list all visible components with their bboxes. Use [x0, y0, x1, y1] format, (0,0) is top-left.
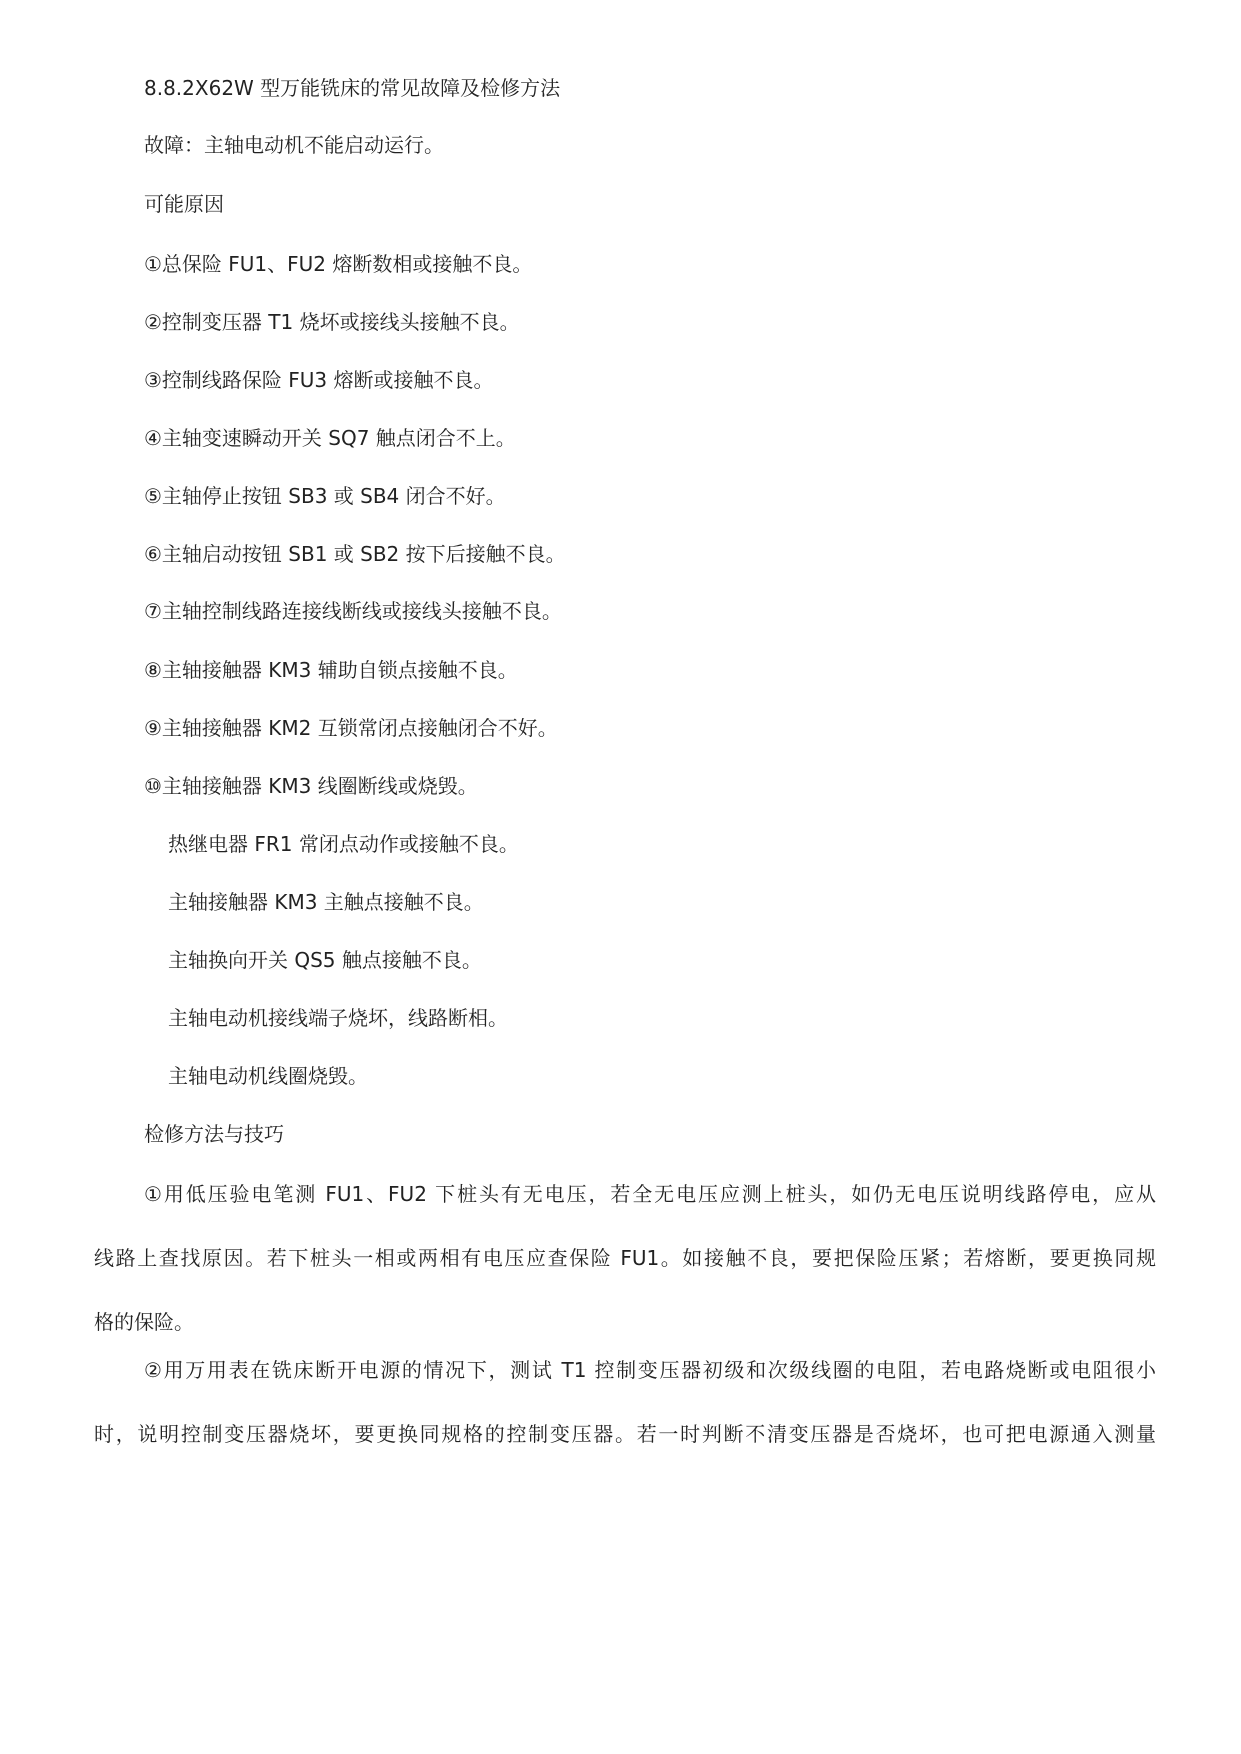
- method-paragraph-2: [94, 1356, 1156, 1484]
- methods-title: 检修方法与技巧: [144, 1122, 284, 1146]
- cause-extra-item: 主轴电动机线圈烧毁。: [168, 1064, 368, 1088]
- cause-extra-item: 主轴换向开关 QS5 触点接触不良。: [168, 948, 482, 972]
- method-paragraph-1: [94, 1180, 1156, 1372]
- paragraph-line: 格的保险。: [94, 1310, 194, 1334]
- cause-item: ⑥主轴启动按钮 SB1 或 SB2 按下后接触不良。: [144, 542, 566, 566]
- cause-item: ⑨主轴接触器 KM2 互锁常闭点接触闭合不好。: [144, 716, 558, 740]
- cause-extra-item: 热继电器 FR1 常闭点动作或接触不良。: [168, 832, 519, 856]
- paragraph-line: ②用万用表在铣床断开电源的情况下，测试 T1 控制变压器初级和次级线圈的电阻，若电路烧断或电阻很小: [144, 1358, 1156, 1382]
- cause-extra-item: 主轴接触器 KM3 主触点接触不良。: [168, 890, 484, 914]
- paragraph-line: 线路上查找原因。若下桩头一相或两相有电压应查保险 FU1。如接触不良，要把保险压紧；若熔断，要更换同规: [94, 1246, 1156, 1270]
- fault-description: 故障：主轴电动机不能启动运行。: [144, 133, 444, 157]
- cause-item: ⑤主轴停止按钮 SB3 或 SB4 闭合不好。: [144, 484, 506, 508]
- cause-item: ③控制线路保险 FU3 熔断或接触不良。: [144, 368, 494, 392]
- cause-item: ⑧主轴接触器 KM3 辅助自锁点接触不良。: [144, 658, 518, 682]
- paragraph-line: ①用低压验电笔测 FU1、FU2 下桩头有无电压，若全无电压应测上桩头，如仍无电压说明线路停电，应从: [144, 1182, 1156, 1206]
- cause-item: ④主轴变速瞬动开关 SQ7 触点闭合不上。: [144, 426, 516, 450]
- cause-item: ⑩主轴接触器 KM3 线圈断线或烧毁。: [144, 774, 478, 798]
- section-heading: 8.8.2X62W 型万能铣床的常见故障及检修方法: [144, 76, 561, 100]
- causes-title: 可能原因: [144, 192, 224, 216]
- cause-item: ②控制变压器 T1 烧坏或接线头接触不良。: [144, 310, 520, 334]
- cause-item: ①总保险 FU1、FU2 熔断数相或接触不良。: [144, 252, 533, 276]
- cause-extra-item: 主轴电动机接线端子烧坏，线路断相。: [168, 1006, 508, 1030]
- cause-item: ⑦主轴控制线路连接线断线或接线头接触不良。: [144, 599, 562, 623]
- paragraph-line: 时，说明控制变压器烧坏，要更换同规格的控制变压器。若一时判断不清变压器是否烧坏，也可把电源通入测量: [94, 1422, 1156, 1446]
